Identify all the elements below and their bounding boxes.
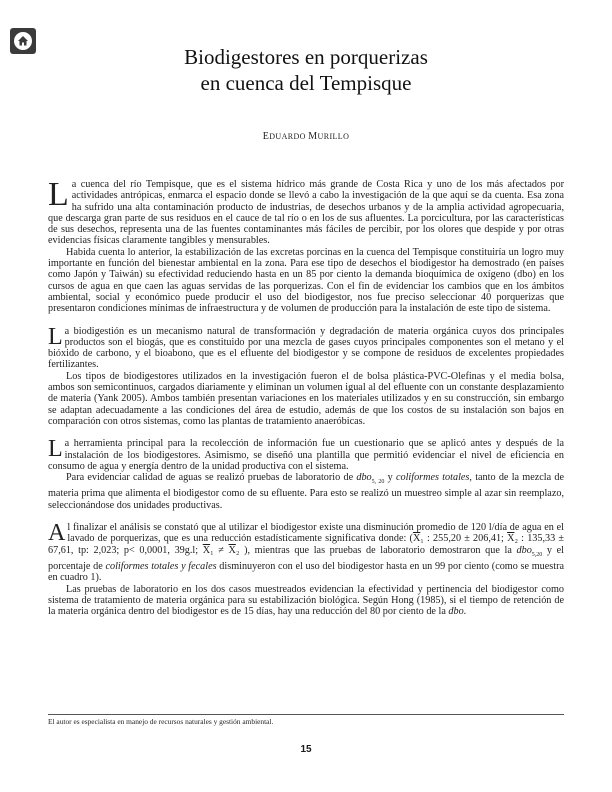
drop-cap: A (48, 520, 66, 547)
paragraph: Los tipos de biodigestores utilizados en la investigación fueron el de bolsa plástica-PVC-Olefinas y el media bolsa, ambos son semicontinuos, cargados diariamente y eliminan un volumen igual al del efluente con un constante desplazamiento de materia (Yank 2005). Ambos también presentan variaciones en los materiales utilizados y en su construcción, sin embargo se adaptan adecuadamente a las condiciones del área de estudio, además de que los costos de su instalación son bajos en comparación con otros sistemas, como las plantas de tratamiento anaeróbicas. (48, 370, 564, 427)
section-results (48, 522, 564, 617)
drop-cap: L (48, 323, 63, 350)
paragraph: La cuenca del río Tempisque, que es el sistema hídrico más grande de Costa Rica y uno de los más afectados por actividades antrópicas, enmarca el espacio donde se llevó a cabo la investigación de la que aquí se da cuenta. Esa zona ha sufrido una alta contaminación producto de industrias, de desechos urbanos y de la amplia actividad agropecuaria, que descarga gran parte de sus residuos en el cauce de tal río o en los de sus afluentes. La porcicultura, por las características de sus desechos, representa una de las fuentes contaminantes más fáciles de percibir, por los olores que despide y por otras evidencias físicas claramente tangibles y mensurables. (48, 176, 564, 247)
author-footnote: El autor es especialista en manejo de recursos naturales y gestión ambiental. (48, 717, 274, 726)
article-title (0, 44, 612, 96)
section-intro (48, 176, 564, 315)
paragraph: Al finalizar el análisis se constató que al utilizar el biodigestor existe una disminución promedio de 120 l/día de agua en el lavado de porquerizas, que es una reducción estadísticamente significativa donde: ($\overline{X}_1$ : 255,20 ± 206,41; $\overline{X}_2$ : 135,33 ± 67,61, tp: 2,023; p< 0,0001, 39g.l; $\overline{X}_1 \ne \overline{X}_2$ ), mientras que las pruebas de laboratorio demostraron que la dbo$_{5,20}$ y el porcentaje de coliformes totales y fecales disminuyeron con el uso del biodigestor hasta en un 99 por ciento (como se muestra en cuadro 1). (48, 520, 565, 584)
section-methods (48, 438, 564, 511)
footnote-divider (48, 714, 564, 715)
drop-cap: L (48, 436, 63, 463)
page-number: 15 (300, 744, 312, 755)
paragraph: Para evidenciar calidad de aguas se realizó pruebas de laboratorio de dbo$_{5, 20}$ y coliformes totales, tanto de la mezcla de materia prima que alimenta el biodigestor como de su efluente. Para esto se realizó un muestreo simple al azar sin reemplazo, seleccionándose dos unidades productivas. (48, 472, 565, 511)
title-line-1: Biodigestores en porquerizas (184, 45, 428, 69)
drop-cap: L (48, 176, 69, 213)
article-body (48, 176, 565, 628)
paragraph: La biodigestión es un mecanismo natural de transformación y degradación de materia orgánica cuyos dos principales productos son el biogás, que es constituido por una mezcla de gases cuyos principales componentes son el metano y el bióxido de carbono, y el bioabono, que es el efluente del biodigestor y se compone de residuos de excelentes propiedades fertilizantes. (48, 323, 564, 371)
author-byline: EDUARDO MURILLO (262, 131, 350, 142)
paragraph: Las pruebas de laboratorio en los dos casos muestreados evidencian la efectividad y pertinencia del biodigestor como sistema de tratamiento de materia orgánica para su estabilización biológica. Según Hong (1985), si el tiempo de retención de la materia orgánica dentro del biodigestor es de 15 días, hay una reducción del 80 por ciento de la dbo. (48, 583, 564, 618)
section-biodigestion (48, 323, 564, 428)
paragraph: Habida cuenta lo anterior, la estabilización de las excretas porcinas en la cuenca del Tempisque constituiría un logro muy importante en función del bienestar ambiental en la zona. Para ese tipo de desechos el biodigestor ha demostrado (en países como Japón y Taiwán) su efectividad reduciendo hasta en un 85 por ciento la demanda bioquímica de oxígeno (dbo) en los cursos de agua en que caen las aguas servidas de las porquerizas. Con el fin de evidenciar los cambios que en los ámbitos ambiental, social y económico puede producir el uso del biodigestor, nos fue preciso seleccionar 40 porquerizas que presentaron condiciones mínimas de infraestructura y de volumen de producción para la instalación de este tipo de sistema. (48, 246, 564, 315)
title-line-2: en cuenca del Tempisque (200, 71, 412, 95)
paragraph: La herramienta principal para la recolección de información fue un cuestionario que se aplicó antes y después de la instalación de los biodigestores. Asimismo, se diseñó una plantilla que permitió evidenciar el nivel de eficiencia en consumo de agua y energía dentro de la unidad productiva con el sistema. (48, 436, 564, 472)
